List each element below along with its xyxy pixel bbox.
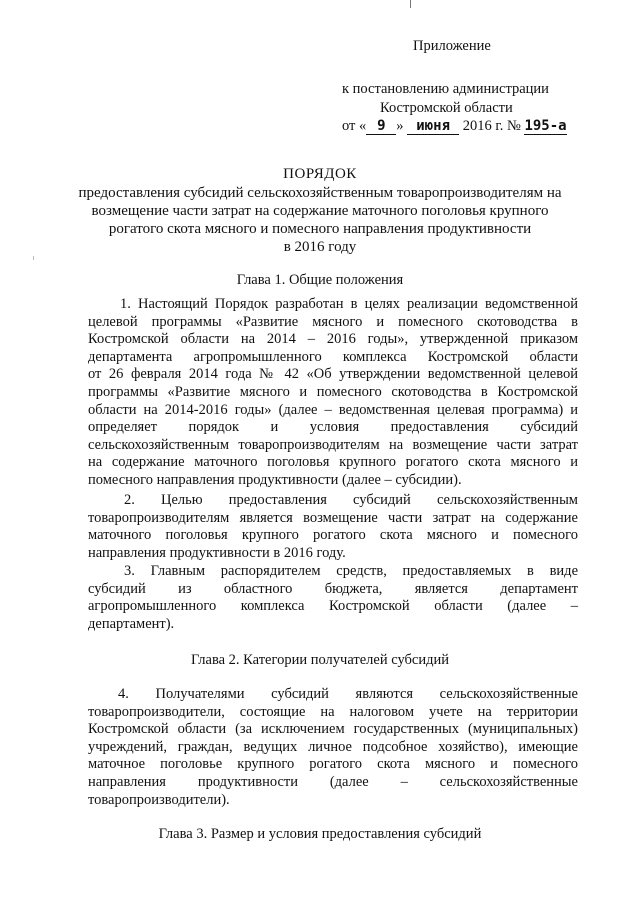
- paragraph-line: маточное поголовье крупного рогатого скота мясного и помесного: [88, 756, 578, 773]
- document-title: ПОРЯДОК: [283, 166, 357, 182]
- paragraph-line: товаропроизводители, состоящие на налоговом учете на территории: [88, 703, 578, 720]
- decree-number: 195-а: [524, 118, 567, 134]
- paragraph-line: сельскохозяйственным товаропроизводителям на возмещение части затрат: [88, 436, 578, 453]
- paragraph-line: товаропроизводителям является возмещение части затрат на содержание: [88, 509, 578, 526]
- paragraph-line: учреждений, граждан, ведущих личное подсобное хозяйство), имеющие: [88, 738, 578, 755]
- scan-speck: [410, 0, 411, 8]
- paragraph-line: 1. Настоящий Порядок разработан в целях реализации ведомственной: [120, 296, 578, 312]
- annex-label: Приложение: [413, 38, 491, 54]
- paragraph-line: на содержание маточного поголовья крупного рогатого скота мясного и: [88, 454, 578, 471]
- paragraph-line: целевой программы «Развитие мясного и помесного скотоводства в: [88, 313, 578, 330]
- paragraph-4: [88, 686, 578, 809]
- paragraph-line: помесного направления продуктивности (далее – субсидии).: [88, 471, 462, 488]
- date-prefix: от «: [342, 118, 367, 134]
- paragraph-line: товаропроизводители).: [88, 791, 230, 808]
- decree-date-line: [342, 118, 567, 135]
- paragraph-line: направления продуктивности в 2016 году.: [88, 544, 346, 561]
- title-line-4: в 2016 году: [283, 239, 357, 255]
- paragraph-line: направления продуктивности (далее – сельскохозяйственные: [88, 773, 578, 790]
- paragraph-line: субсидий из областного бюджета, является департамент: [88, 580, 578, 597]
- paragraph-line: агропромышленного комплекса Костромской области (далее –: [88, 598, 578, 615]
- paragraph-line: 4. Получателями субсидий являются сельскохозяйственные: [118, 686, 578, 702]
- date-day: 9: [366, 118, 396, 135]
- date-year: 2016 г. №: [462, 118, 521, 134]
- paragraph-line: департамент).: [88, 615, 175, 632]
- chapter-3-heading: Глава 3. Размер и условия предоставления субсидий: [158, 826, 482, 842]
- paragraph-line: 2. Целью предоставления субсидий сельскохозяйственным: [124, 492, 578, 508]
- chapter-2-heading: Глава 2. Категории получателей субсидий: [191, 652, 449, 668]
- date-mid: »: [396, 118, 404, 134]
- region-name: Костромской области: [380, 100, 513, 116]
- paragraph-line: определяет порядок и условия предоставления субсидий: [88, 419, 578, 436]
- paragraph-line: маточного поголовья крупного рогатого скота мясного и помесного: [88, 527, 578, 544]
- paragraph-line: Костромской области (за исключением государственных (муниципальных): [88, 721, 578, 738]
- title-line-2: возмещение части затрат на содержание маточного поголовья крупного: [91, 203, 549, 219]
- paragraph-1: [88, 296, 578, 490]
- chapter-1-heading: Глава 1. Общие положения: [236, 272, 404, 288]
- paragraph-line: области на 2014-2016 годы» (далее – ведомственная целевая программа) и: [88, 401, 578, 418]
- paragraph-line: от 26 февраля 2014 года № 42 «Об утверждении ведомственной целевой: [88, 366, 578, 383]
- scan-speck: [33, 256, 34, 260]
- date-month: июня: [407, 118, 459, 135]
- paragraph-2: [88, 492, 578, 562]
- title-line-1: предоставления субсидий сельскохозяйственным товаропроизводителям на: [78, 185, 562, 201]
- paragraph-3: [88, 563, 578, 633]
- paragraph-line: Костромской области на 2014 – 2016 годы», утвержденной приказом: [88, 331, 578, 348]
- decree-reference: к постановлению администрации: [342, 81, 549, 97]
- paragraph-line: 3. Главным распорядителем средств, предоставляемых в виде: [124, 563, 578, 579]
- paragraph-line: департамента агропромышленного комплекса Костромской области: [88, 348, 578, 365]
- paragraph-line: программы «Развитие мясного и помесного скотоводства в Костромской: [88, 383, 578, 400]
- title-line-3: рогатого скота мясного и помесного направления продуктивности: [108, 221, 532, 237]
